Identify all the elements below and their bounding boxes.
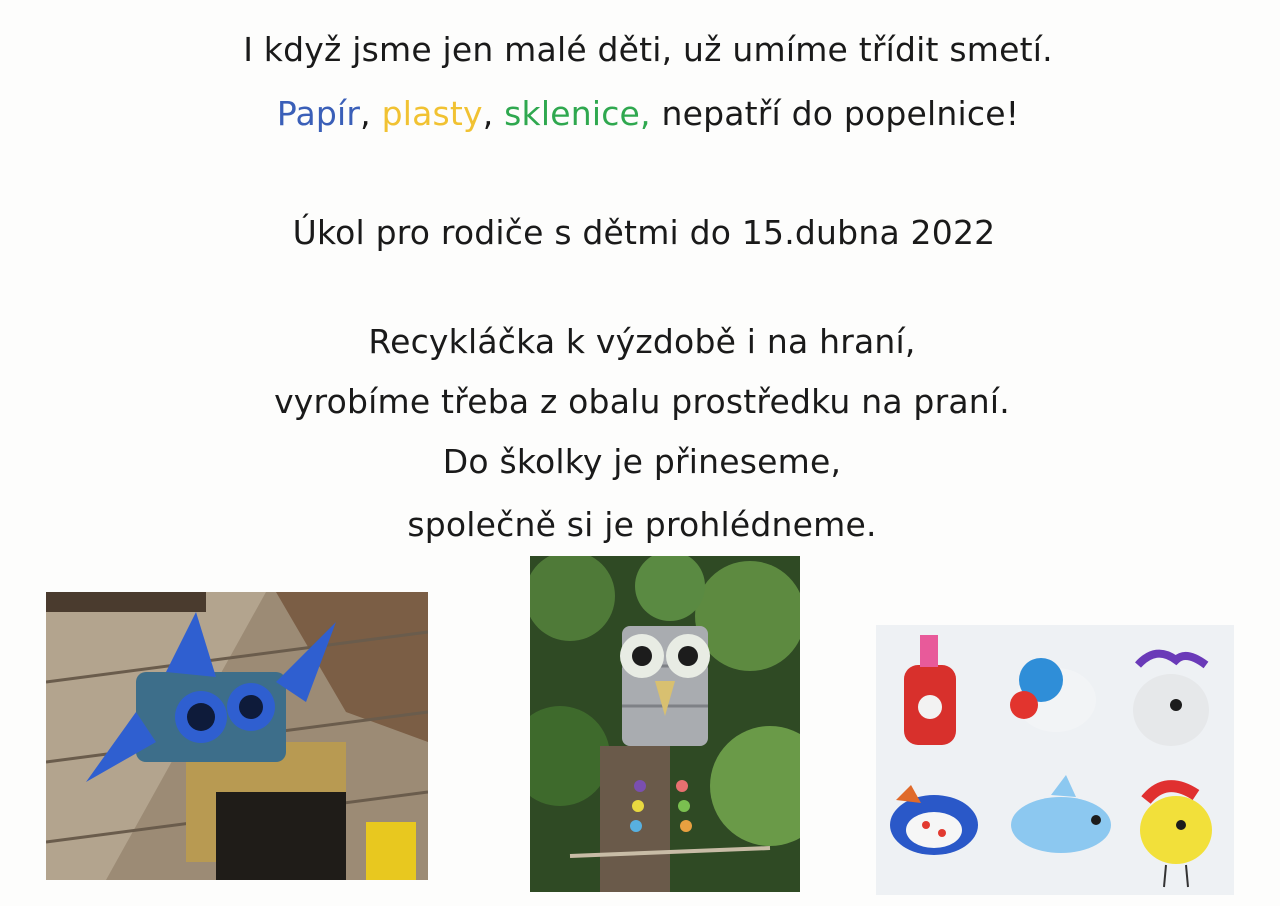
headline-line-1: I když jsme jen malé děti, už umíme třídit smetí. [243,30,1053,69]
separator-2: , [482,94,505,133]
blue-bird-craft-photo [46,592,428,880]
word-glass: sklenice, [504,94,651,133]
headline-line-2 [8,94,1280,133]
headline-line-2-rest: nepatří do popelnice! [650,94,1020,133]
task-line: Úkol pro rodiče s dětmi do 15.dubna 2022 [292,213,996,252]
bottle-animals-collage-photo [876,625,1234,895]
verse-line-4: společně si je prohlédneme. [407,505,877,544]
tin-can-owl-photo [530,556,800,892]
verse-line-1: Recykláčka k výzdobě i na hraní, [368,322,916,361]
verse-line-3: Do školky je přineseme, [442,442,842,481]
word-paper: Papír [276,94,361,133]
separator-1: , [360,94,382,133]
verse-line-2: vyrobíme třeba z obalu prostředku na praní. [274,382,1010,421]
word-plastics: plasty [381,94,483,133]
